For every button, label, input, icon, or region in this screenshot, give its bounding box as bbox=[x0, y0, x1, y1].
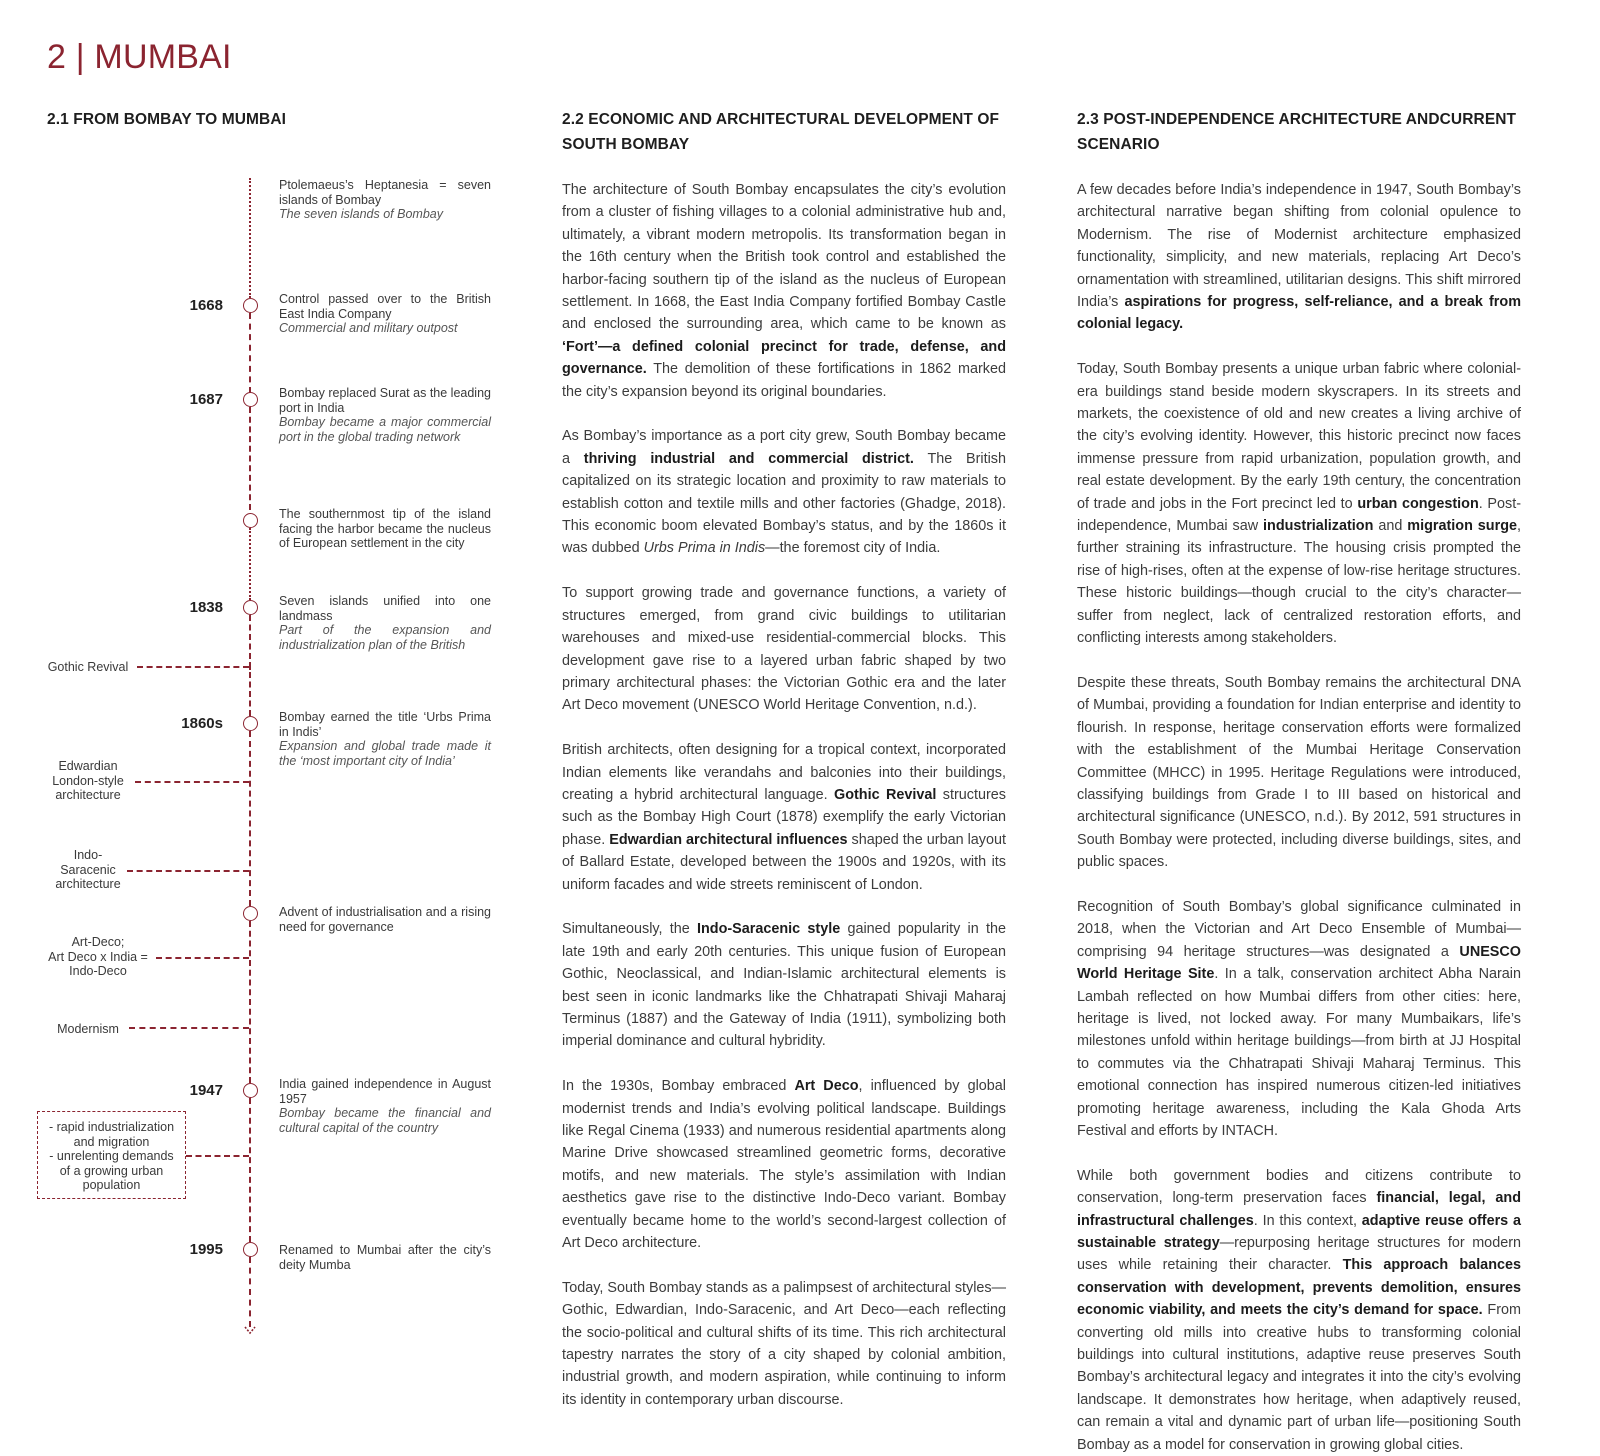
section-economic-development-body bbox=[562, 179, 1006, 1411]
timeline-year: 1947 bbox=[189, 1082, 223, 1099]
timeline-node bbox=[243, 392, 258, 407]
timeline-event bbox=[279, 1077, 491, 1135]
timeline-event-text: Ptolemaeus’s Heptanesia = seven islands of Bombay bbox=[279, 178, 491, 207]
timeline-event bbox=[279, 507, 491, 551]
style-label-art-deco bbox=[42, 935, 154, 979]
section-heading-post-independence: 2.3 POST-INDEPENDENCE ARCHITECTURE ANDCURRENT SCENARIO bbox=[1077, 111, 1517, 153]
timeline-event-text: India gained independence in August 1957 bbox=[279, 1077, 491, 1106]
timeline-node bbox=[243, 1242, 258, 1257]
timeline-event-text: The southernmost tip of the island facing the harbor became the nucleus of European settlement in the city bbox=[279, 507, 491, 550]
paragraph: Today, South Bombay presents a unique urban fabric where colonial-era buildings stand beside modern skyscrapers. In its streets and markets, the coexistence of old and new creates a living archive of the city’s evolving identity. However, this historic precinct now faces immense pressure from rapid urbanization, population growth, and real estate development. By the early 19th century, the concentration of trade and jobs in the Fort precinct led to urban congestion. Post-independence, Mumbai saw industrialization and migration surge, further straining its infrastructure. The housing crisis prompted the rise of high-rises, often at the expense of low-rise heritage structures. These historic buildings—though crucial to the city’s character—suffer from neglect, lack of centralized restoration efforts, and conflicting interests among stakeholders. bbox=[1077, 361, 1521, 647]
timeline-event-text: Control passed over to the British East India Company bbox=[279, 292, 491, 321]
style-label-line: Saracenic bbox=[60, 862, 116, 877]
timeline-event-note: Bombay became a major commercial port in the global trading network bbox=[279, 415, 491, 444]
timeline-event-text: Bombay replaced Surat as the leading port in India bbox=[279, 386, 491, 415]
callout-line: - rapid industrialization bbox=[48, 1120, 175, 1134]
callout-line: - unrelenting demands bbox=[49, 1149, 174, 1163]
timeline-node bbox=[243, 716, 258, 731]
timeline-year: 1687 bbox=[189, 391, 223, 408]
timeline-event-note: Bombay became the financial and cultural capital of the country bbox=[279, 1106, 491, 1135]
style-label-line: Indo- bbox=[73, 848, 103, 862]
paragraph: To support growing trade and governance functions, a variety of structures emerged, from grand civic buildings to utilitarian warehouses and mixed-use residential-commercial blocks. This development gave rise to a layered urban fabric shaped by two primary architectural phases: the Victorian Gothic era and the later Art Deco movement (UNESCO World Heritage Convention, n.d.). bbox=[562, 585, 1006, 714]
paragraph: As Bombay’s importance as a port city grew, South Bombay became a thriving industrial and commercial district. The British capitalized on its strategic location and proximity to raw materials to establish cotton and textile mills and other factories (Ghadge, 2018). This economic boom elevated Bombay’s status, and by the 1860s it was dubbed Urbs Prima in Indis—the foremost city of India. bbox=[562, 428, 1006, 557]
section-post-independence-body bbox=[1077, 179, 1521, 1456]
style-connector bbox=[135, 781, 249, 783]
style-label-modernism bbox=[50, 1022, 126, 1037]
style-tick bbox=[249, 662, 251, 670]
style-label-edwardian bbox=[40, 759, 136, 803]
timeline-year: 1838 bbox=[189, 599, 223, 616]
style-label-line: Indo-Deco bbox=[69, 964, 127, 978]
timeline-event-note: Commercial and military outpost bbox=[279, 321, 458, 335]
timeline-event-text: Advent of industrialisation and a rising need for governance bbox=[279, 905, 491, 934]
style-label-line: Modernism bbox=[57, 1022, 119, 1036]
style-label-indo-saracenic bbox=[40, 848, 136, 892]
style-label-line: Art-Deco; bbox=[71, 935, 125, 949]
timeline-year: 1995 bbox=[189, 1241, 223, 1258]
timeline-event-text: Seven islands unified into one landmass bbox=[279, 594, 491, 623]
paragraph: A few decades before India’s independence in 1947, South Bombay’s architectural narrative began shifting from colonial opulence to Modernism. The rise of Modernist architecture emphasized functionality, simplicity, and new materials, replacing Art Deco’s ornamentation with streamlined, utilitarian designs. This shift mirrored India’s aspirations for progress, self-reliance, and a break from colonial legacy. bbox=[1077, 182, 1521, 333]
timeline-event-note: The seven islands of Bombay bbox=[279, 207, 443, 221]
style-connector bbox=[156, 957, 249, 959]
timeline-arrow-down-icon bbox=[243, 1325, 257, 1337]
timeline-line-dashed bbox=[249, 921, 251, 1083]
timeline-node bbox=[243, 513, 258, 528]
paragraph: Today, South Bombay stands as a palimpsest of architectural styles—Gothic, Edwardian, Indo-Saracenic, and Art Deco—each reflecting the socio-political and cultural shifts of its time. This rich architectural tapestry narrates the story of a city shaped by colonial ambition, industrial growth, and modern aspiration, while continuing to inform its identity in contemporary urban discourse. bbox=[562, 1279, 1006, 1408]
timeline-node bbox=[243, 298, 258, 313]
timeline-line-dashed bbox=[249, 731, 251, 906]
timeline-year: 1860s bbox=[181, 715, 223, 732]
timeline-line-dotted bbox=[249, 178, 251, 298]
timeline-event-text: Renamed to Mumbai after the city’s deity Mumba bbox=[279, 1243, 491, 1272]
paragraph: Recognition of South Bombay’s global significance culminated in 2018, when the Victorian and Art Deco Ensemble of Mumbai—comprising 94 heritage structures—was designated a UNESCO World Heritage Site. In a talk, conservation architect Abha Narain Lambah reflected on how Mumbai differs from other cities: here, heritage is lived, not locked away. For many Mumbaikars, life’s milestones unfold within heritage buildings—from birth at JJ Hospital to commutes via the Chhatrapati Shivaji Maharaj Terminus. This emotional connection has inspired numerous citizen-led initiatives promoting heritage awareness, including the Kala Ghoda Arts Festival and efforts by INTACH. bbox=[1077, 898, 1521, 1140]
timeline-node bbox=[243, 600, 258, 615]
paragraph: While both government bodies and citizens contribute to conservation, long-term preservation faces financial, legal, and infrastructural challenges. In this context, adaptive reuse offers a sustainable strategy—repurposing heritage structures for modern uses while retaining their character. This approach balances conservation with development, prevents demolition, ensures economic viability, and meets the city’s demand for space. From converting old mills into creative hubs to transforming colonial buildings into cultural institutions, adaptive reuse preserves South Bombay’s architectural legacy and integrates it into the city’s evolving landscape. It demonstrates how heritage, when adaptively reused, can remain a vital and dynamic part of urban life—positioning South Bombay as a model for conservation in growing global cities. bbox=[1077, 1167, 1521, 1453]
timeline-line-dotted bbox=[249, 528, 251, 600]
timeline-line-dashed bbox=[249, 1098, 251, 1242]
paragraph: Simultaneously, the Indo-Saracenic style gained popularity in the late 19th and early 20th centuries. This unique fusion of European Gothic, Neoclassical, and Indian-Islamic architectural elements is best seen in iconic landmarks like the Chhatrapati Shivaji Maharaj Terminus (1887) and the Gateway of India (1911), symbolizing both imperial dominance and cultural hybridity. bbox=[562, 921, 1006, 1050]
paragraph: British architects, often designing for a tropical context, incorporated Indian elements like verandahs and balconies into their buildings, creating a hybrid architectural language. Gothic Revival structures such as the Bombay High Court (1878) exemplify the early Victorian phase. Edwardian architectural influences shaped the urban layout of Ballard Estate, developed between the 1900s and 1920s, with its uniform facades and wide streets reminiscent of London. bbox=[562, 742, 1006, 893]
migration-callout-box bbox=[37, 1111, 186, 1199]
style-connector bbox=[129, 1027, 249, 1029]
style-label-line: Edwardian bbox=[58, 759, 118, 773]
timeline-event bbox=[279, 905, 491, 934]
style-label-gothic-revival bbox=[44, 660, 132, 675]
timeline-event-text: Bombay earned the title ‘Urbs Prima in Indis’ bbox=[279, 710, 491, 739]
style-label-line: London-style bbox=[52, 773, 124, 788]
style-connector bbox=[127, 870, 249, 872]
timeline-event bbox=[279, 292, 491, 336]
paragraph: Despite these threats, South Bombay remains the architectural DNA of Mumbai, providing a foundation for Indian enterprise and identity to flourish. In response, heritage conservation efforts were formalized with the establishment of the Mumbai Heritage Conservation Committee (MHCC) in 1995. Heritage Regulations were introduced, classifying buildings from Grade I to III based on historical and architectural significance (UNESCO, n.d.). By 2012, 591 structures in South Bombay were protected, including diverse buildings, sites, and public spaces. bbox=[1077, 674, 1521, 871]
section-heading-economic-development: 2.2 ECONOMIC AND ARCHITECTURAL DEVELOPMENT OF SOUTH BOMBAY bbox=[562, 111, 1000, 153]
timeline-node bbox=[243, 906, 258, 921]
paragraph: The architecture of South Bombay encapsulates the city’s evolution from a cluster of fishing villages to a colonial administrative hub and, ultimately, a vibrant modern metropolis. Its transformation began in the 16th century when the British took control and established the harbor-facing southern tip of the island as the nucleus of European settlement. In 1668, the East India Company fortified Bombay Castle and enclosed the surrounding area, which came to be known as ‘Fort’—a defined colonial precinct for trade, defense, and governance. The demolition of these fortifications in 1862 marked the city’s expansion beyond its original boundaries. bbox=[562, 182, 1006, 400]
page-title: 2 | MUMBAI bbox=[47, 38, 232, 76]
timeline-event bbox=[279, 710, 491, 768]
callout-line: and migration bbox=[73, 1134, 150, 1149]
callout-line: of a growing urban bbox=[59, 1163, 164, 1178]
timeline-event-note: Part of the expansion and industrialization plan of the British bbox=[279, 623, 491, 652]
style-label-line: Art Deco x India = bbox=[48, 949, 148, 964]
callout-connector bbox=[186, 1155, 249, 1157]
timeline-event-note: Expansion and global trade made it the ‘most important city of India’ bbox=[279, 739, 491, 768]
timeline-event bbox=[279, 1243, 491, 1272]
timeline-line-dashed bbox=[249, 313, 251, 393]
paragraph: In the 1930s, Bombay embraced Art Deco, influenced by global modernist trends and India’s evolving political landscape. Buildings like Regal Cinema (1933) and numerous residential apartments along Marine Drive showcased streamlined geometric forms, decorative motifs, and new materials. The style’s assimilation with Indian aesthetics gave rise to the distinctive Indo-Deco variant. Bombay eventually became home to the world’s second-largest collection of Art Deco architecture. bbox=[562, 1078, 1006, 1252]
style-label-line: architecture bbox=[55, 788, 121, 802]
timeline-node bbox=[243, 1083, 258, 1098]
timeline-event bbox=[279, 178, 491, 222]
timeline-line-dashed bbox=[249, 1257, 251, 1327]
timeline-year: 1668 bbox=[189, 297, 223, 314]
style-connector bbox=[137, 666, 249, 668]
style-label-line: architecture bbox=[55, 877, 121, 891]
section-heading-bombay-to-mumbai: 2.1 FROM BOMBAY TO MUMBAI bbox=[47, 111, 287, 128]
timeline-event bbox=[279, 386, 491, 444]
style-label-line: Gothic Revival bbox=[47, 660, 129, 674]
timeline-event bbox=[279, 594, 491, 652]
timeline-line-dashed bbox=[249, 407, 251, 510]
callout-line: population bbox=[82, 1178, 141, 1192]
